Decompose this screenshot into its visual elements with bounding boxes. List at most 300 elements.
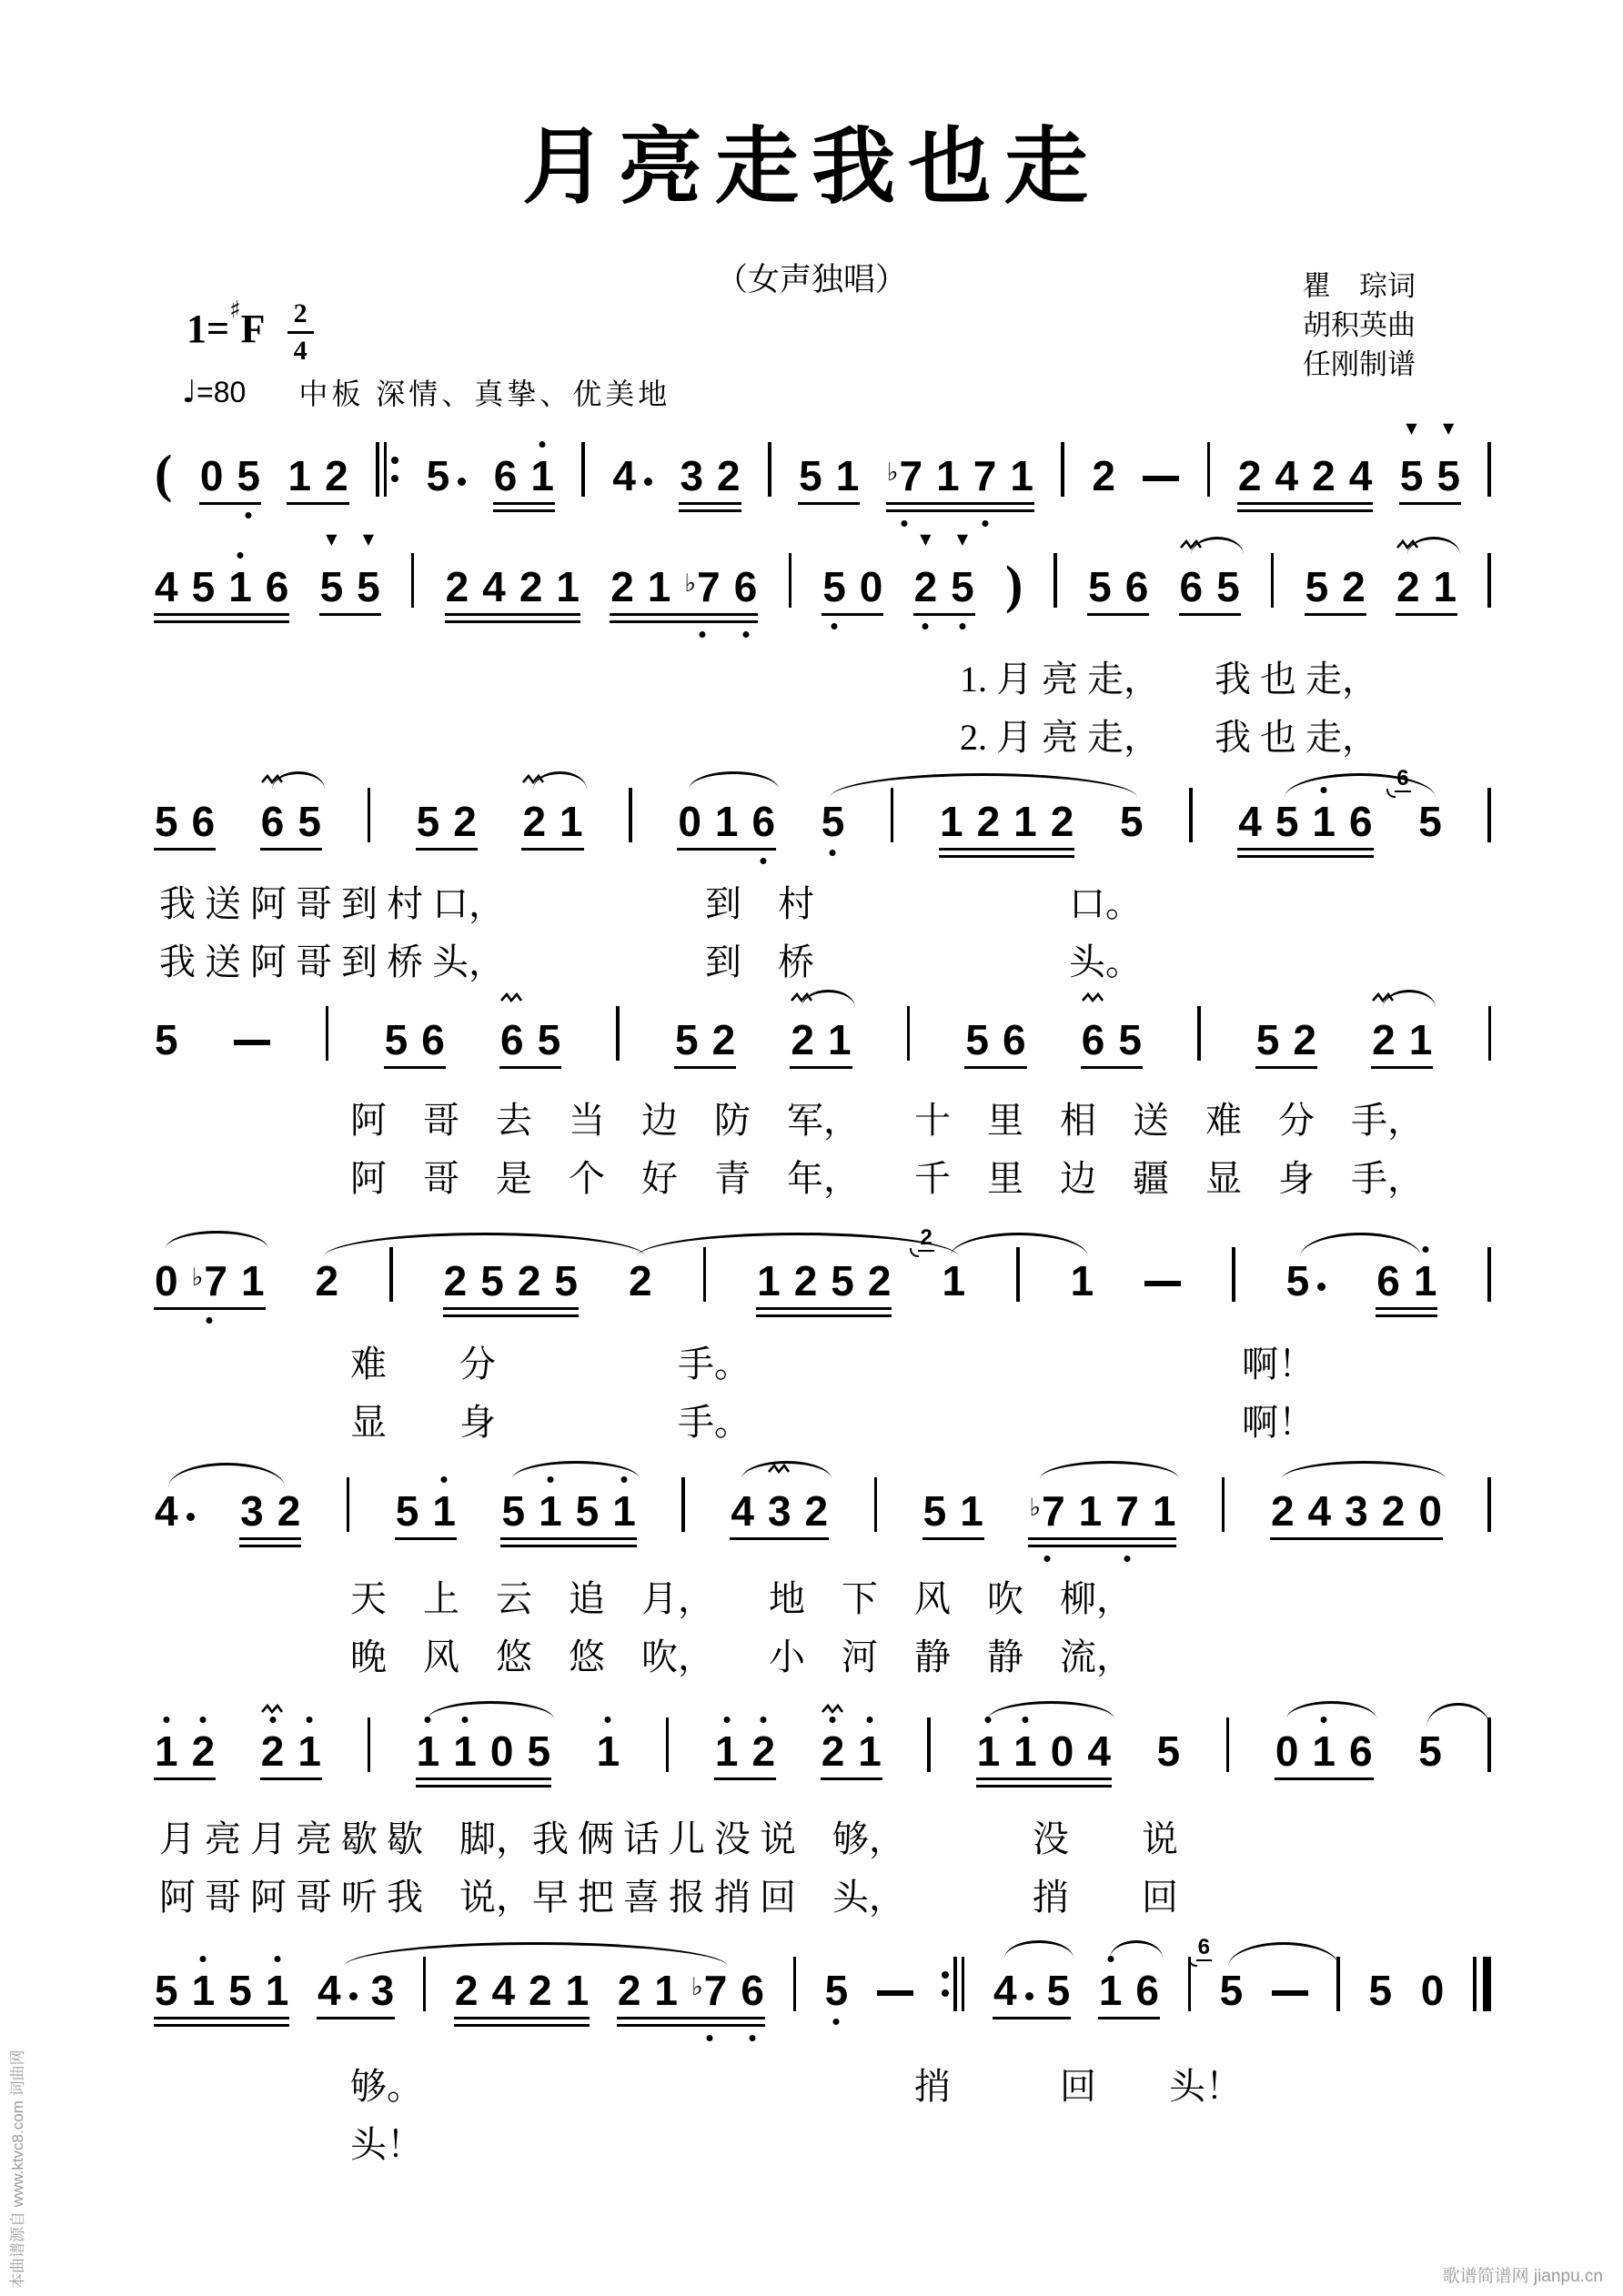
note: 5 xyxy=(822,801,845,842)
note: 2 xyxy=(822,1730,845,1772)
beam-line xyxy=(1087,613,1149,617)
note: 2 xyxy=(522,801,546,842)
rest-note: 0 xyxy=(489,1727,514,1775)
lyric-row: 月 亮 月 亮 歇 歇 脚，我 俩 话 儿 没 说 够， 没 说 xyxy=(159,1818,1178,1859)
beam-line xyxy=(499,1066,561,1070)
song-title: 月亮走我也走 xyxy=(521,121,1101,214)
note: 1 xyxy=(559,798,583,845)
credit-arranger: 任刚制谱 xyxy=(1303,348,1416,380)
beam-line xyxy=(1237,855,1373,859)
note: 3 xyxy=(1345,1487,1368,1535)
note: 7 xyxy=(973,455,997,497)
beam-group xyxy=(799,452,860,499)
beam-line xyxy=(1179,613,1241,617)
barline xyxy=(768,442,771,497)
note: 1 xyxy=(1099,1969,1123,2011)
slur xyxy=(1286,1701,1376,1719)
beam-group xyxy=(522,798,583,845)
repeat-start-barline xyxy=(376,442,398,497)
beam-line xyxy=(610,613,758,617)
flat-icon: ♭ xyxy=(191,1264,204,1292)
octave-dot-low xyxy=(959,623,965,629)
beam-line xyxy=(454,2024,590,2028)
note: 1 xyxy=(240,1257,265,1304)
note: 1 xyxy=(757,1257,781,1304)
note: ♭7 xyxy=(887,455,922,497)
barline xyxy=(1488,1006,1492,1061)
beam-group xyxy=(1372,1016,1433,1063)
lyric-row: 难 分 手。 啊！ xyxy=(350,1344,1315,1385)
beam-line xyxy=(239,1545,301,1548)
note: 5 xyxy=(395,1487,419,1535)
lyric-row: 晚 风 悠 悠 吹， 小 河 静 静 流， xyxy=(350,1636,1133,1677)
beam-group xyxy=(976,1727,1111,1775)
grace-note: 6 xyxy=(1396,766,1409,791)
beam-line xyxy=(416,1785,551,1788)
beam-line xyxy=(1305,613,1366,617)
beam-group xyxy=(499,1016,561,1063)
note: 1 xyxy=(597,1730,620,1772)
mordent-icon xyxy=(822,1703,845,1714)
beam-line xyxy=(521,848,583,851)
note: 1 xyxy=(612,1490,636,1532)
note: 2 xyxy=(1270,1487,1295,1535)
beam-group xyxy=(395,1487,456,1535)
note: 1 xyxy=(827,1016,852,1063)
octave-dot-high xyxy=(761,1717,767,1723)
source-watermark-left: 本曲谱源自 www.ktvc8.com 词曲网 xyxy=(9,2049,26,2289)
note: 5 xyxy=(297,798,321,845)
slur xyxy=(1110,1940,1163,1959)
beam-line xyxy=(239,1537,301,1541)
note: 5 xyxy=(191,563,216,610)
note: 1 xyxy=(417,1730,440,1772)
note: 5 xyxy=(1286,1260,1326,1302)
beam-line xyxy=(443,1314,579,1318)
note: 5 xyxy=(831,1257,854,1304)
lyrics-block xyxy=(155,1570,1568,1687)
barline xyxy=(1487,1247,1491,1302)
note: 2 xyxy=(454,1967,479,2014)
note: 1 xyxy=(960,1487,983,1535)
beam-line xyxy=(445,613,580,617)
note: 5 xyxy=(480,1257,504,1304)
parenthesis: ) xyxy=(1004,555,1023,614)
beam-group xyxy=(680,452,741,499)
note: 5 xyxy=(1305,563,1329,610)
note: 2 xyxy=(752,1730,776,1772)
octave-dot-low xyxy=(761,858,767,864)
beam-line xyxy=(1399,502,1461,506)
note: 5 xyxy=(825,1969,849,2011)
barline xyxy=(411,553,415,608)
flat-icon: ♭ xyxy=(691,1973,703,2001)
octave-dot-low xyxy=(207,1317,213,1324)
accent-icon: ▼ xyxy=(956,530,969,548)
note: 5 xyxy=(675,1016,699,1063)
beam-group xyxy=(791,1016,852,1063)
beam-group xyxy=(1156,1727,1181,1775)
augmentation-dot xyxy=(1025,1992,1033,2000)
beam-line xyxy=(1028,1545,1176,1548)
beam-line xyxy=(1376,1314,1437,1318)
phrase-slur xyxy=(637,1233,959,1257)
beam-group xyxy=(426,452,467,499)
note: 1 xyxy=(297,1730,321,1772)
beam-group xyxy=(1368,1967,1393,2014)
barline xyxy=(629,788,632,842)
note: 1 xyxy=(858,1730,882,1772)
lyric-row: 天 上 云 追 月， 地 下 风 吹 柳， xyxy=(350,1578,1133,1619)
accent-icon: ▼ xyxy=(920,530,932,548)
beam-group xyxy=(629,1257,652,1304)
note: 2 xyxy=(1396,566,1420,608)
note: 5 xyxy=(575,1487,600,1535)
octave-dot-high xyxy=(1422,1246,1428,1253)
beam-group xyxy=(612,452,652,499)
lyrics-block xyxy=(155,1092,1568,1208)
note: 5 xyxy=(501,1487,526,1535)
beam-line xyxy=(1081,1066,1143,1070)
note: 2 xyxy=(717,452,741,499)
beam-line xyxy=(922,1537,984,1541)
note: 5 xyxy=(155,1016,178,1063)
note: 4 xyxy=(482,563,506,610)
octave-dot-high xyxy=(723,1717,730,1723)
note: 6 xyxy=(1124,563,1149,610)
beam-group xyxy=(1255,1016,1316,1063)
beam-line xyxy=(445,620,580,624)
note: 2 xyxy=(261,1730,285,1772)
note: 5 ▼ xyxy=(319,530,344,610)
beam-line xyxy=(154,2017,289,2020)
note: 1 xyxy=(654,1967,678,2014)
barline xyxy=(616,1006,620,1061)
beam-line xyxy=(317,2017,395,2020)
tempo-expression: 中板 深情、真挚、优美地 xyxy=(298,378,671,410)
beam-line xyxy=(500,1545,636,1548)
phrase-slur xyxy=(1228,1942,1339,1967)
beam-line xyxy=(964,1066,1026,1070)
note: 1 xyxy=(835,452,860,499)
barline xyxy=(1053,553,1057,608)
note: 1 xyxy=(287,452,312,499)
lyrics-block xyxy=(155,650,1568,767)
beam-group xyxy=(287,452,348,499)
note: 4 xyxy=(491,1967,516,2014)
octave-dot-low xyxy=(982,520,988,527)
barline xyxy=(927,1717,931,1772)
note: 4 xyxy=(318,1969,358,2011)
slur xyxy=(428,1701,554,1719)
note: 1 xyxy=(1070,1257,1094,1304)
music-line xyxy=(155,419,1491,503)
beam-line xyxy=(730,1537,829,1541)
note: 1 xyxy=(266,1969,289,2011)
beam-group xyxy=(822,563,883,610)
note: 6 xyxy=(734,566,758,608)
note: 2 xyxy=(1050,798,1074,845)
beam-group xyxy=(1029,1487,1176,1535)
beam-group xyxy=(1305,563,1366,610)
phrase-slur xyxy=(168,1463,285,1487)
note: 4 xyxy=(155,1490,195,1532)
beam-line xyxy=(679,502,741,506)
barline xyxy=(581,442,585,497)
beam-group xyxy=(1420,1967,1445,2014)
phrase-slur xyxy=(1426,1703,1490,1727)
barline xyxy=(1487,788,1491,842)
beam-line xyxy=(822,613,883,617)
note: 2 xyxy=(192,1730,216,1772)
beam-line xyxy=(1270,1537,1443,1541)
octave-dot-low xyxy=(830,850,836,856)
note: 2 xyxy=(1372,1019,1396,1061)
note: 3 xyxy=(680,452,704,499)
tempo-marking xyxy=(182,371,670,413)
note: 1 xyxy=(192,1969,216,2011)
beam-line xyxy=(939,848,1074,851)
note: 6 xyxy=(1135,1967,1159,2014)
beam-group xyxy=(260,798,321,845)
barline xyxy=(368,1717,371,1772)
beam-line xyxy=(384,1066,446,1070)
beam-line xyxy=(617,2024,765,2028)
beam-group xyxy=(234,1040,270,1061)
lyric-row: 阿 哥 阿 哥 听 我 说，早 把 喜 报 捎 回 头， 捎 回 xyxy=(159,1877,1178,1918)
beam-group xyxy=(678,798,776,845)
barline xyxy=(1061,442,1064,497)
rest-note: 0 xyxy=(859,563,883,610)
beam-group xyxy=(821,1727,882,1775)
beam-line xyxy=(674,1066,736,1070)
octave-dot-high xyxy=(269,1717,276,1723)
note: 1 xyxy=(155,1730,178,1772)
beam-line xyxy=(790,1066,852,1070)
dash-note xyxy=(1272,1990,1308,1996)
note: 2 xyxy=(325,452,348,499)
phrase-slur xyxy=(830,773,1137,798)
quarter-note-icon: ♩ xyxy=(182,374,197,410)
note: 5 xyxy=(1216,563,1240,610)
barline xyxy=(666,1717,670,1772)
note: 5 xyxy=(1418,1727,1442,1775)
beam-group xyxy=(1092,452,1115,499)
slur xyxy=(689,771,779,790)
beam-group xyxy=(1197,1935,1244,2014)
beam-line xyxy=(287,502,348,506)
lyric-row: 2. 月 亮 走， 我 也 走， xyxy=(960,717,1378,758)
augmentation-dot xyxy=(644,478,652,486)
beam-line xyxy=(886,502,1034,506)
note: 6 xyxy=(741,1969,764,2011)
note: 5 xyxy=(537,1016,561,1063)
note: 4 xyxy=(1275,452,1299,499)
note: 4 xyxy=(731,1487,754,1535)
barline xyxy=(681,1477,685,1532)
beam-group xyxy=(501,1487,636,1535)
rest-note: 0 xyxy=(155,1257,178,1304)
note: 2 xyxy=(453,798,477,845)
beam-line xyxy=(1371,1066,1433,1070)
beam-group xyxy=(416,1727,551,1775)
octave-dot-high xyxy=(867,1717,873,1723)
augmentation-dot xyxy=(458,478,466,486)
note: 2 xyxy=(445,563,469,610)
note: 2 xyxy=(517,1257,541,1304)
augmentation-dot xyxy=(1317,1283,1326,1291)
flat-icon: ♭ xyxy=(886,458,899,487)
mordent-icon xyxy=(261,1703,285,1714)
beam-group xyxy=(1396,563,1457,610)
note: 1 xyxy=(1010,452,1033,499)
credit-lyricist: 瞿 琮词 xyxy=(1303,270,1416,302)
octave-dot-low xyxy=(833,2019,840,2025)
note: 6 xyxy=(265,563,289,610)
beam-group xyxy=(155,1967,289,2014)
note: 2 xyxy=(793,1257,818,1304)
beam-line xyxy=(1098,2017,1160,2020)
lyrics-block xyxy=(155,1810,1568,1927)
beam-group xyxy=(260,1727,321,1775)
beam-group xyxy=(1270,1487,1442,1535)
beam-group xyxy=(1179,563,1240,610)
rest-note: 0 xyxy=(678,798,701,845)
octave-dot-low xyxy=(246,512,252,519)
beam-group xyxy=(920,1225,966,1304)
music-line xyxy=(155,1701,1491,1775)
barline xyxy=(1197,1006,1201,1061)
music-line xyxy=(155,766,1491,845)
beam-line xyxy=(1237,509,1373,513)
note: 2 xyxy=(976,798,1001,845)
note: 5 xyxy=(799,452,822,499)
beam-line xyxy=(1028,1537,1176,1541)
note: 6 xyxy=(493,452,518,499)
note: 5 xyxy=(922,1487,947,1535)
beam-group xyxy=(493,452,554,499)
slur xyxy=(512,1461,639,1479)
note: 1 xyxy=(977,1730,1001,1772)
dash-note xyxy=(234,1040,270,1045)
beam-group xyxy=(1143,476,1179,497)
note: 1 xyxy=(1433,563,1457,610)
octave-dot-high xyxy=(605,1717,611,1723)
beam-line xyxy=(976,1785,1112,1788)
beam-group xyxy=(1088,563,1149,610)
octave-dot-low xyxy=(831,623,837,629)
phrase-slur xyxy=(950,1233,1088,1257)
beam-group xyxy=(939,798,1074,845)
octave-dot-low xyxy=(1043,1556,1050,1562)
beam-group xyxy=(821,798,845,845)
barline xyxy=(368,788,371,842)
beam-group xyxy=(384,1016,445,1063)
lyric-row: 我 送 阿 哥 到 村 口， 到 村 口。 xyxy=(159,883,1142,924)
beam-group xyxy=(993,1967,1071,2014)
note: 5 xyxy=(155,798,178,845)
note: 4 xyxy=(612,455,652,497)
beam-group xyxy=(1070,1257,1094,1304)
beam-group xyxy=(757,1257,892,1304)
note: 1 xyxy=(1078,1487,1103,1535)
octave-dot-high xyxy=(274,1956,280,1962)
note: 1 xyxy=(715,1730,739,1772)
beam-line xyxy=(617,2017,765,2020)
note: 1 xyxy=(1414,1260,1437,1302)
grace-note: 2 xyxy=(920,1225,932,1250)
sharp-icon: ♯ xyxy=(229,297,241,324)
note: 6 xyxy=(1002,1016,1026,1063)
note: 5 xyxy=(527,1727,551,1775)
octave-dot-low xyxy=(750,2035,756,2041)
dash-note xyxy=(1143,476,1179,481)
note: 5 ▼ xyxy=(357,530,380,610)
parenthesis: ( xyxy=(155,444,173,503)
note: 5 xyxy=(965,1016,989,1063)
phrase-slur xyxy=(1300,1233,1421,1257)
rest-note: 0 xyxy=(1418,1487,1442,1535)
beam-group xyxy=(445,563,580,610)
beam-line xyxy=(993,2017,1071,2020)
note: 4 xyxy=(155,563,178,610)
beam-line xyxy=(677,848,776,851)
music-line xyxy=(155,530,1491,614)
beam-line xyxy=(756,1307,892,1311)
beam-line xyxy=(493,509,555,513)
beam-group xyxy=(1285,1257,1326,1304)
beam-group xyxy=(416,798,477,845)
note: 2 xyxy=(1092,452,1115,499)
barline xyxy=(1189,788,1193,842)
beam-group xyxy=(877,1990,913,2011)
beam-line xyxy=(913,613,975,617)
augmentation-dot xyxy=(186,1513,195,1521)
beam-line xyxy=(395,1537,457,1541)
note: 5 xyxy=(237,455,260,497)
beam-line xyxy=(1396,613,1457,617)
beam-group xyxy=(1376,1257,1437,1304)
note: 1 xyxy=(1013,798,1037,845)
barline xyxy=(907,1006,911,1061)
beam-group xyxy=(1396,766,1442,845)
beam-group xyxy=(317,1967,395,2014)
note: 6 xyxy=(1349,1727,1373,1775)
note: 1 xyxy=(1408,1016,1433,1063)
beam-line xyxy=(886,509,1034,513)
beam-line xyxy=(798,502,860,506)
beam-group xyxy=(1275,1727,1373,1775)
note: 5 xyxy=(384,1016,408,1063)
barline xyxy=(1487,1477,1491,1532)
note: 1 xyxy=(539,1490,562,1532)
beam-group xyxy=(199,452,260,499)
slur xyxy=(1282,1461,1446,1479)
lyric-row: 阿 哥 是 个 好 青 年， 千 里 边 疆 显 身 手， xyxy=(350,1158,1424,1199)
key-prefix: 1= xyxy=(186,307,230,351)
beam-group xyxy=(1081,1016,1142,1063)
barline xyxy=(789,553,792,608)
note: 5 ▼ xyxy=(951,566,974,608)
octave-dot-high xyxy=(237,552,243,559)
phrase-slur xyxy=(1285,773,1436,798)
note: 7 xyxy=(1115,1490,1139,1532)
accent-icon: ▼ xyxy=(1406,419,1417,437)
note: 1 xyxy=(1013,1730,1037,1772)
note: 1 xyxy=(714,798,739,845)
beam-line xyxy=(679,509,741,513)
note: 5 ▼ xyxy=(1399,419,1424,499)
